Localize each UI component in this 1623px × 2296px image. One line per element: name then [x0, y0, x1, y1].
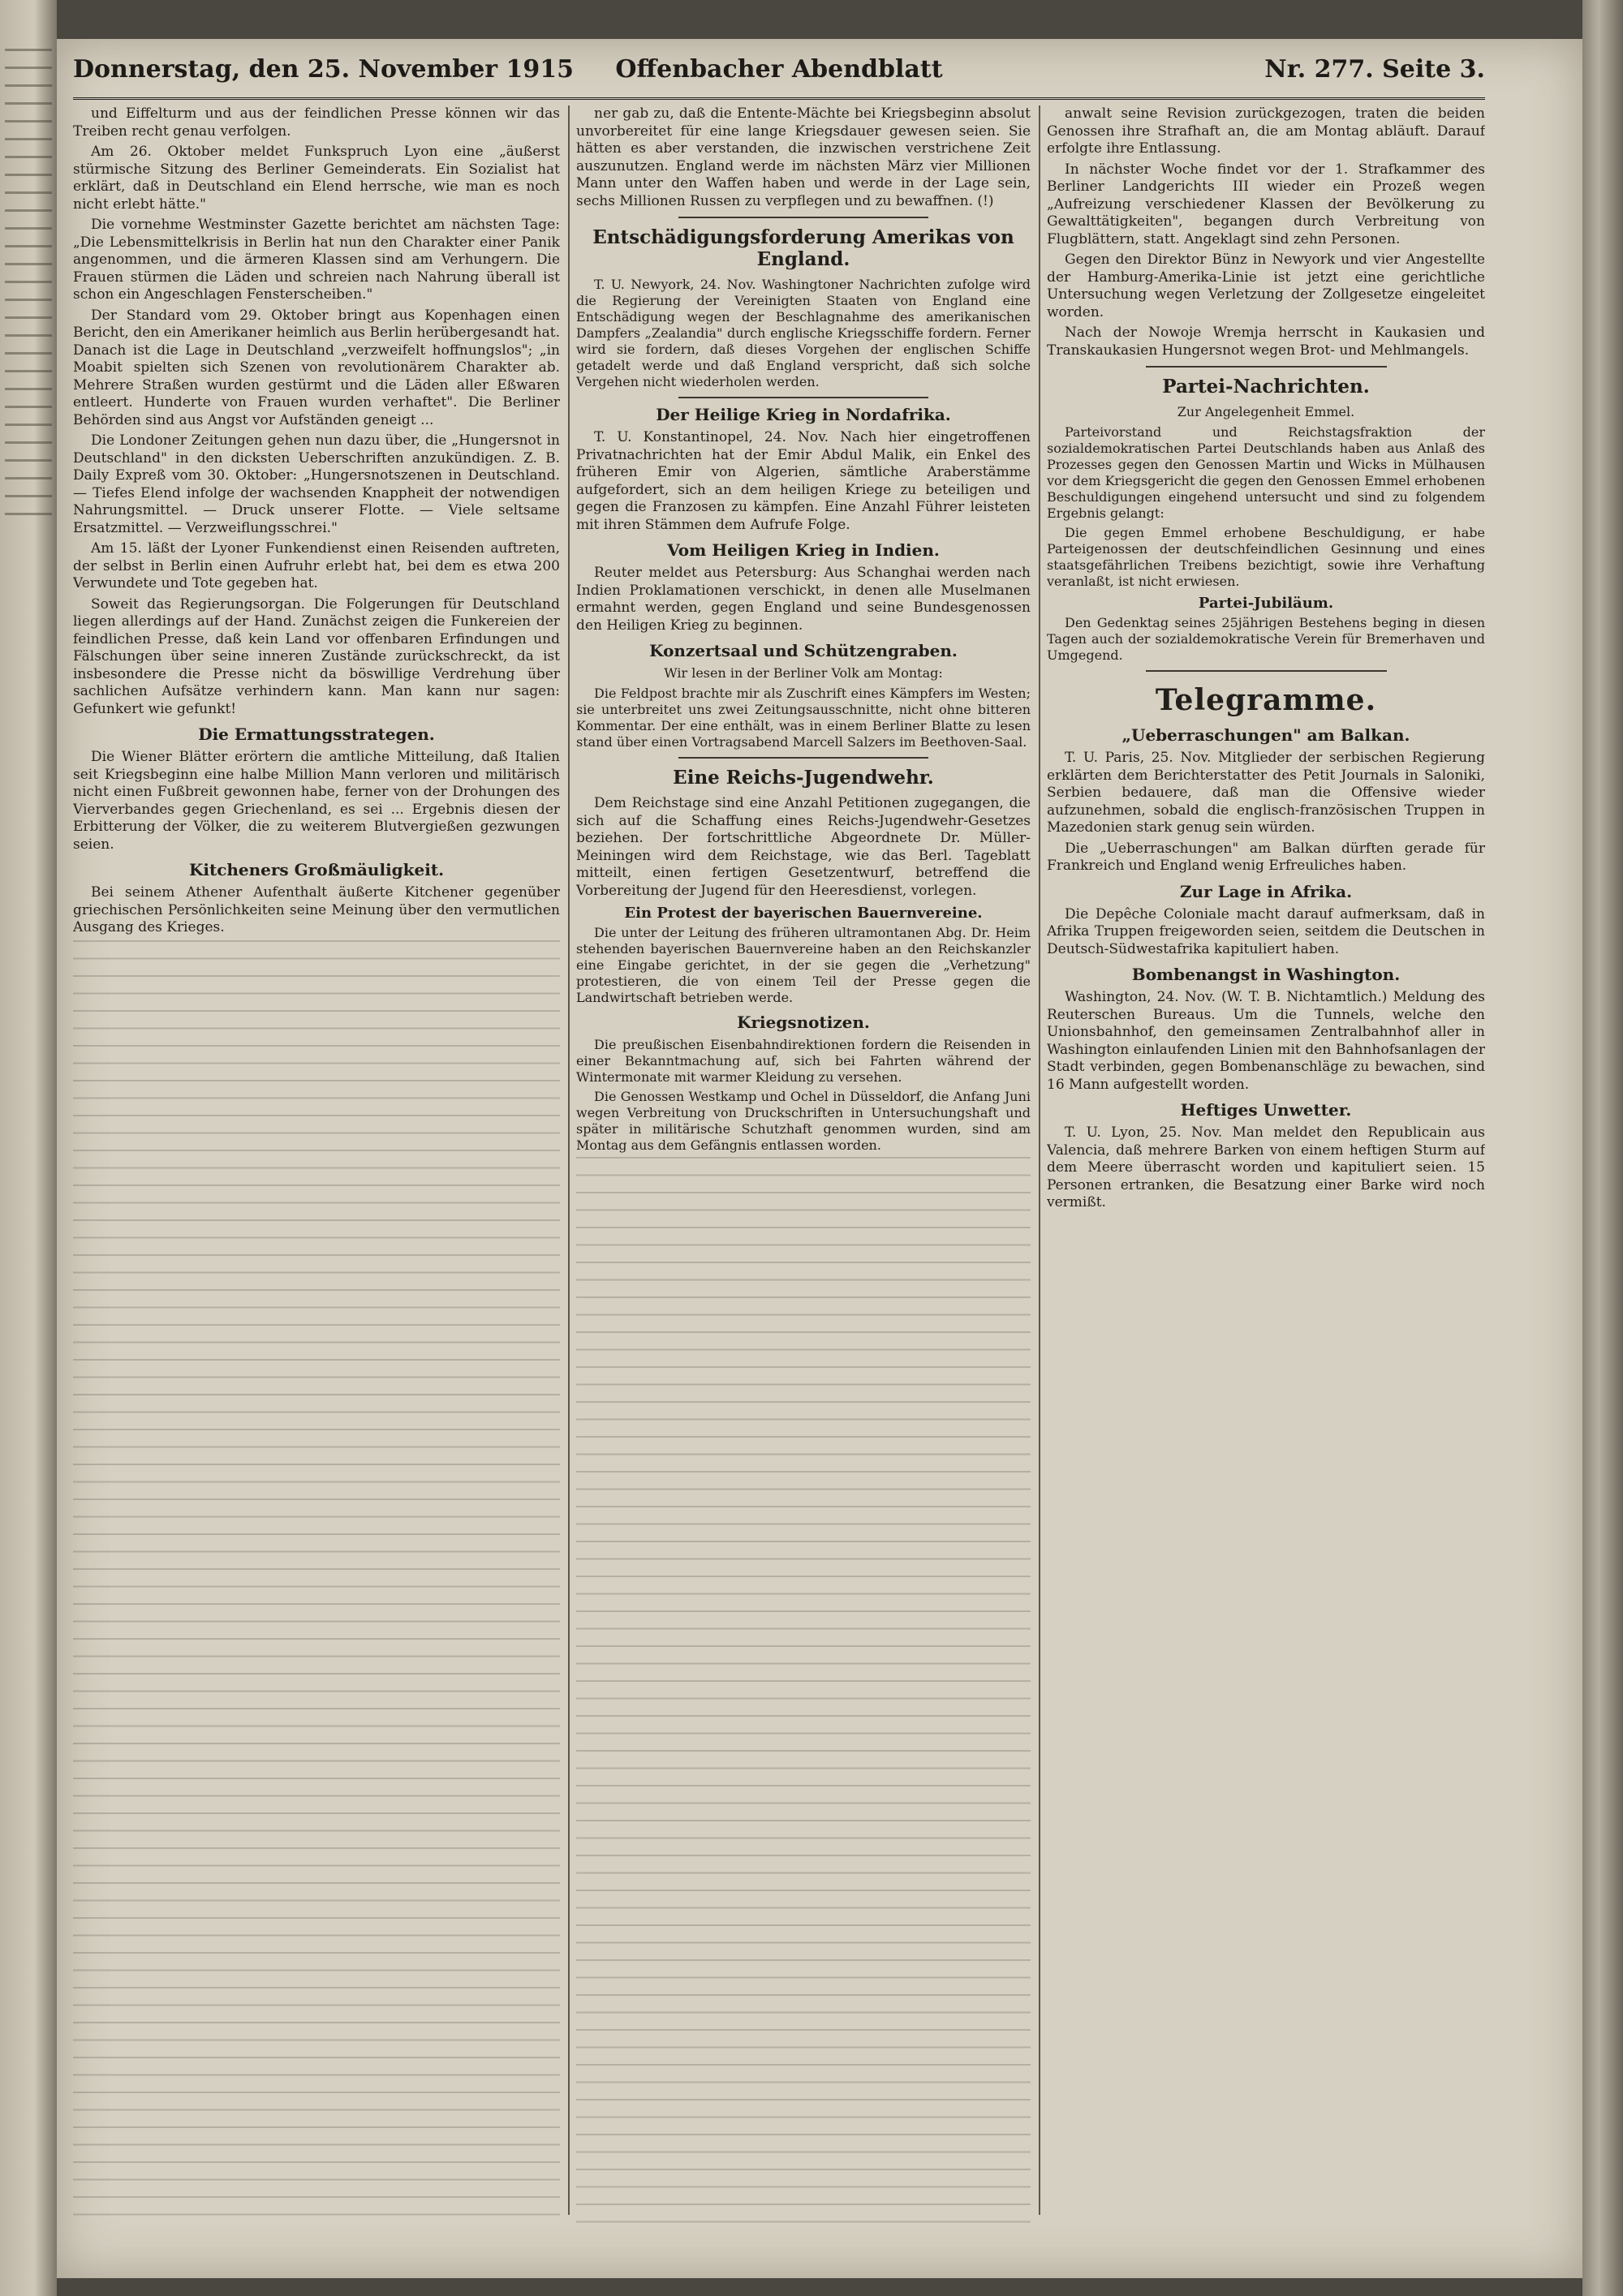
- article-paragraph: T. U. Konstantinopel, 24. Nov. Nach hier eingetroffenen Privatnachrichten hat der Emir Abdul Malik, ein Enkel des früheren Emir von Algerien, sämtliche Araberstämme aufgefordert, sich an dem heiligen Kriege zu beteiligen und gegen die Franzosen zu kämpfen. Eine Anzahl Führer leisteten mit ihren Stämmen dem Aufrufe Folge.: [576, 429, 1031, 533]
- divider: [1146, 670, 1387, 672]
- article-paragraph: Die preußischen Eisenbahndirektionen fordern die Reisenden in einer Bekanntmachung auf, sich bei Fahrten während der Wintermonate mit warmer Kleidung zu versehen.: [576, 1037, 1031, 1085]
- divider: [1146, 366, 1387, 368]
- article-paragraph: T. U. Newyork, 24. Nov. Washingtoner Nachrichten zufolge wird die Regierung der Vereinigten Staaten von England eine Entschädigung wegen der Beschlagnahme des amerikanischen Dampfers „Zealandia" durch englische Kriegsschiffe fordern. Ferner wird sie fordern, daß dieses Vorgehen der englischen Schiffe getadelt werde und daß England verspricht, daß sich solche Vergehen nicht wiederholen werden.: [576, 277, 1031, 389]
- article-paragraph: Bei seinem Athener Aufenthalt äußerte Kitchener gegenüber griechischen Persönlichkeiten seine Meinung über den vermutlichen Ausgang des Krieges.: [73, 884, 560, 935]
- column-2: [576, 105, 1031, 2223]
- article-paragraph: Die unter der Leitung des früheren ultramontanen Abg. Dr. Heim stehenden bayerischen Bauernvereine haben an den Reichskanzler eine Eingabe gerichtet, in der sie gegen die „Verhetzung" protestieren, die von einem Teil der Presse gegen die Landwirtschaft betrieben werde.: [576, 925, 1031, 1005]
- article-paragraph: Am 26. Oktober meldet Funkspruch Lyon eine „äußerst stürmische Sitzung des Berliner Gemeinderats. Ein Sozialist hat erklärt, daß in Deutschland ein Elend herrsche, wie man es noch nicht erlebt hätte.": [73, 144, 560, 213]
- column-rule: [568, 105, 570, 2215]
- article-paragraph: Dem Reichstage sind eine Anzahl Petitionen zugegangen, die sich auf die Schaffung eines Reichs-Jugendwehr-Gesetzes beziehen. Der fortschrittliche Abgeordnete Dr. Müller-Meiningen wird dem Reichstage, wie das Berl. Tageblatt mitteilt, einen fertigen Gesetzentwurf, betreffend die Vorbereitung der Jugend für den Heeresdienst, vorlegen.: [576, 795, 1031, 899]
- article-paragraph: Die Feldpost brachte mir als Zuschrift eines Kämpfers im Westen; sie unterbreitet uns zwei Zeitungsausschnitte, nicht ohne bitteren Kommentar. Der eine enthält, was in einem Berliner Blatte zu lesen stand über einen Vortragsabend Marcell Salzers im Beethoven-Saal.: [576, 686, 1031, 750]
- article-subheading: Zur Angelegenheit Emmel.: [1177, 404, 1355, 419]
- article-heading: Ein Protest der bayerischen Bauernvereine.: [624, 905, 983, 922]
- article-paragraph: Am 15. läßt der Lyoner Funkendienst einen Reisenden auftreten, der selbst in Berlin einen Aufruhr erlebt hat, bei dem es etwa 200 Verwundete und Tote gegeben hat.: [73, 540, 560, 591]
- article-paragraph: anwalt seine Revision zurückgezogen, traten die beiden Genossen ihre Strafhaft an, die am Montag abläuft. Darauf erfolgte ihre Entlassung.: [1047, 105, 1485, 157]
- page-header: [73, 50, 1485, 100]
- article-heading: „Ueberraschungen" am Balkan.: [1121, 725, 1410, 745]
- article-paragraph: Die Wiener Blätter erörtern die amtliche Mitteilung, daß Italien seit Kriegsbeginn eine halbe Million Mann verloren und militärisch nicht einen Fußbreit gewonnen habe, ferner von der Drohungen des Vierverbandes gegen Griechenland, es sei ... Ergebnis diesen der Erbitterung der Völker, die zu weiterem Blutvergießen gezwungen seien.: [73, 749, 560, 853]
- text-lines: [73, 940, 560, 2224]
- article-heading: Kitcheners Großmäuligkeit.: [188, 860, 445, 879]
- article-paragraph: Den Gedenktag seines 25jährigen Bestehens beging in diesen Tagen auch der sozialdemokratische Verein für Bremerhaven und Umgegend.: [1047, 615, 1485, 663]
- column-rule: [1039, 105, 1040, 2215]
- article-heading: Der Heilige Krieg in Nordafrika.: [656, 405, 951, 424]
- section-heading: Partei-Nachrichten.: [1162, 376, 1370, 398]
- article-heading: Zur Lage in Afrika.: [1179, 881, 1353, 901]
- article-paragraph: Die vornehme Westminster Gazette berichtet am nächsten Tage: „Die Lebensmittelkrisis in Berlin hat nun den Charakter einer Panik angenommen, und die ärmeren Klassen sind am Verhungern. Die Frauen stürmen die Läden und schreien nach Nahrung überall ist schon ein Angeschlagen Fensterscheiben.": [73, 217, 560, 303]
- divider: [678, 757, 928, 759]
- article-heading: Vom Heiligen Krieg in Indien.: [667, 540, 940, 560]
- book-edge: [1582, 0, 1623, 2296]
- header-paper-title: Offenbacher Abendblatt: [615, 55, 943, 84]
- adjacent-page-edge: [0, 0, 57, 2296]
- column-3: [1047, 105, 1485, 2223]
- section-heading-telegramme: Telegramme.: [1155, 683, 1377, 717]
- article-paragraph: ner gab zu, daß die Entente-Mächte bei Kriegsbeginn absolut unvorbereitet für eine lange Kriegsdauer gewesen seien. Sie hätten es aber verstanden, die inzwischen verstrichene Zeit auszunutzen. England werde im nächsten März vier Millionen Mann unter den Waffen haben und werde in der Lage sein, sechs Millionen Russen zu verpflegen und zu bewaffnen. (!): [576, 105, 1031, 209]
- header-issue: Nr. 277. Seite 3.: [1264, 55, 1485, 84]
- article-paragraph: Reuter meldet aus Petersburg: Aus Schanghai werden nach Indien Proklamationen verschickt, in denen alle Muselmanen ermahnt werden, gegen England und seine Bundesgenossen den Heiligen Krieg zu beginnen.: [576, 565, 1031, 634]
- article-paragraph: In nächster Woche findet vor der 1. Strafkammer des Berliner Landgerichts III wieder ein Prozeß wegen „Aufreizung verschiedener Klassen der Bevölkerung zu Gewalttätigkeiten", begangen durch Verbreitung von Flugblättern, statt. Angeklagt sind zehn Personen.: [1047, 161, 1485, 247]
- article-paragraph: Die Londoner Zeitungen gehen nun dazu über, die „Hungersnot in Deutschland" in den dicksten Ueberschriften anzukündigen. Z. B. Daily Expreß vom 30. Oktober: „Hungersnotszenen in Deutschland. — Tiefes Elend infolge der wachsenden Knappheit der notwendigen Nahrungsmittel. — Druck unserer Flotte. — Viele seltsame Ersatzmittel. — Verzweiflungsschrei.": [73, 432, 560, 536]
- article-heading: Partei-Jubiläum.: [1198, 595, 1334, 612]
- article-paragraph: Die gegen Emmel erhobene Beschuldigung, er habe Parteigenossen der deutschfeindlichen Gesinnung und eines staatsgefährlichen Treibens bezichtigt, sowie ihre Verhaftung veranlaßt, ist nicht erwiesen.: [1047, 525, 1485, 589]
- column-1: [73, 105, 560, 2223]
- article-heading: Kriegsnotizen.: [737, 1013, 870, 1032]
- article-paragraph: Washington, 24. Nov. (W. T. B. Nichtamtlich.) Meldung des Reuterschen Bureaus. Um die Tunnels, welche den Unionsbahnhof, den gemeinsamen Zentralbahnhof aller in Washington einlaufenden Linien mit den Bahnhofsanlagen der Stadt verbinden, gegen Bombenanschläge zu bewachen, sind 16 Mann aufgestellt worden.: [1047, 989, 1485, 1093]
- article-heading: Heftiges Unwetter.: [1180, 1100, 1352, 1120]
- divider: [678, 217, 928, 218]
- header-date: Donnerstag, den 25. November 1915: [73, 55, 575, 84]
- article-heading: Die Ermattungsstrategen.: [198, 724, 435, 744]
- article-heading: Eine Reichs-Jugendwehr.: [673, 767, 934, 789]
- article-paragraph: T. U. Paris, 25. Nov. Mitglieder der serbischen Regierung erklärten dem Berichterstatter des Petit Journals in Saloniki, Serbien bedauere, daß man die Offensive wieder aufzunehmen, sobald die englisch-französischen Truppen in Mazedonien stark genug sein würden.: [1047, 750, 1485, 836]
- article-paragraph: Gegen den Direktor Bünz in Newyork und vier Angestellte der Hamburg-Amerika-Linie ist jetzt eine gerichtliche Untersuchung wegen Verletzung der Zollgesetze eingeleitet worden.: [1047, 252, 1485, 320]
- article-subheading: Wir lesen in der Berliner Volk am Montag:: [664, 665, 943, 681]
- article-paragraph: Die Genossen Westkamp und Ochel in Düsseldorf, die Anfang Juni wegen Verbreitung von Druckschriften in Untersuchungshaft und später in militärische Schutzhaft genommen wurden, sind am Montag aus dem Gefängnis entlassen worden.: [576, 1089, 1031, 1153]
- article-paragraph: Parteivorstand und Reichstagsfraktion der sozialdemokratischen Partei Deutschlands haben aus Anlaß des Prozesses gegen den Genossen Martin und Wicks in Mülhausen vor dem Kriegsgericht die gegen den Genossen Emmel erhobenen Beschuldigungen eingehend untersucht und sind zu folgendem Ergebnis gelangt:: [1047, 424, 1485, 521]
- article-paragraph: Die Depêche Coloniale macht darauf aufmerksam, daß in Afrika Truppen freigeworden seien, seitdem die Deutschen in Deutsch-Südwestafrika kapituliert haben.: [1047, 905, 1485, 957]
- article-heading: Entschädigungsforderung Amerikas von England.: [592, 226, 1014, 270]
- article-paragraph: Nach der Nowoje Wremja herrscht in Kaukasien und Transkaukasien Hungersnot wegen Brot- und Mehlmangels.: [1047, 325, 1485, 359]
- article-heading: Bombenangst in Washington.: [1131, 965, 1401, 984]
- article-paragraph: Die „Ueberraschungen" am Balkan dürften gerade für Frankreich und England wenig Erfreuliches haben.: [1047, 840, 1485, 874]
- article-paragraph: Der Standard vom 29. Oktober bringt aus Kopenhagen einen Bericht, den ein Amerikaner heimlich aus Berlin herübergesandt hat. Danach ist die Lage in Deutschland „verzweifelt hoffnungslos"; „in Moabit spielten sich Szenen von revolutionärem Charakter ab. Mehrere Straßen wurden gestürmt und die Läden aller Eßwaren entleert. Hunderte von Frauen wurden verhaftet". Die Berliner Behörden sind aus Angst vor Aufständen geneigt ...: [73, 307, 560, 428]
- divider: [678, 397, 928, 398]
- article-paragraph: T. U. Lyon, 25. Nov. Man meldet den Republicain aus Valencia, daß mehrere Barken von einem heftigen Sturm auf dem Meere überrascht worden und kapituliert seien. 15 Personen ertranken, die Besatzung einer Barke wird noch vermißt.: [1047, 1124, 1485, 1210]
- article-heading: Konzertsaal und Schützengraben.: [649, 641, 958, 660]
- text-lines: [576, 1157, 1031, 2223]
- article-paragraph: Soweit das Regierungsorgan. Die Folgerungen für Deutschland liegen allerdings auf der Hand. Zunächst zeigen die Funkereien der feindlichen Presse, daß kein Land vor offenbaren Erfindungen und Fälschungen über seine inneren Zustände zurückschreckt, da ist insbesondere die Presse nicht da böswillige Verdrehung über sachlichen Aufsätze verhindern kann. Man kann nur sagen: Gefunkert wie gefunkt!: [73, 595, 560, 717]
- article-paragraph: und Eiffelturm und aus der feindlichen Presse können wir das Treiben recht genau verfolgen.: [73, 105, 560, 140]
